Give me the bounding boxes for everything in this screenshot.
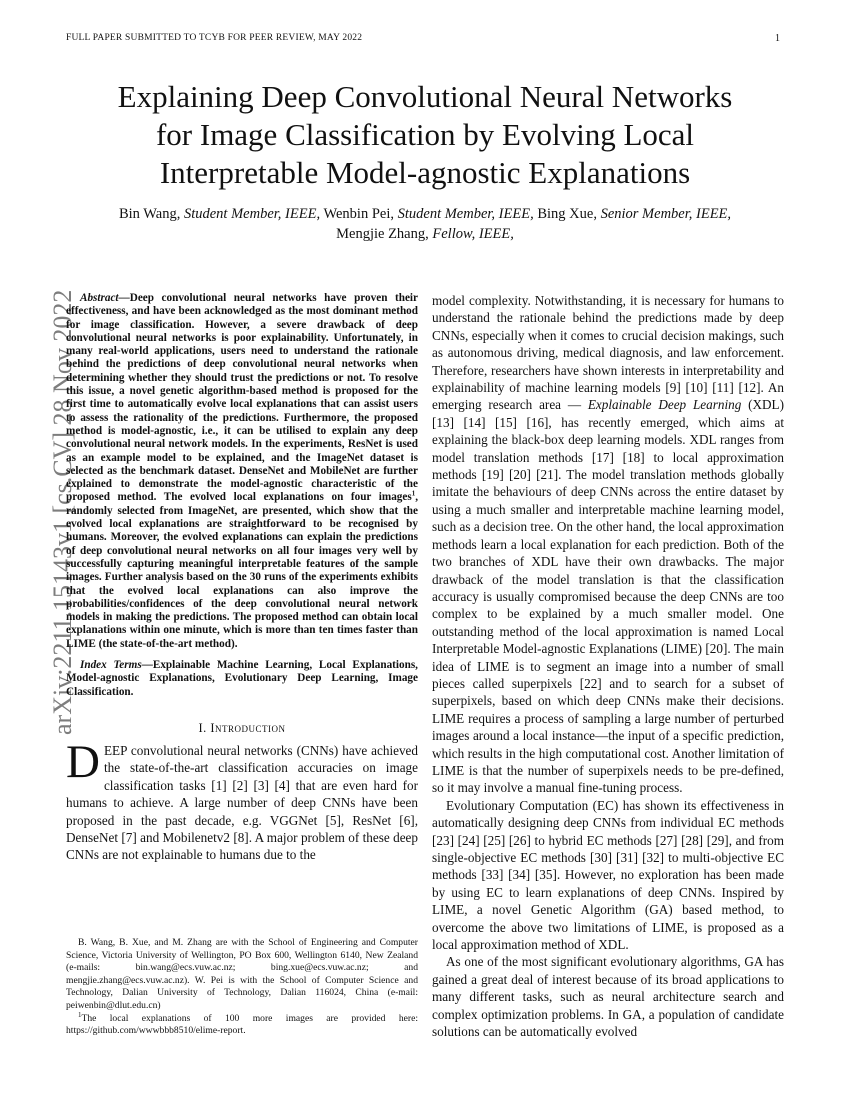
index-terms-text: —Explainable Machine Learning, Local Explanations, Model-agnostic Explanations, Evolutionary Deep Learning, Image Classification. (66, 659, 418, 698)
author-role: Student Member, IEEE, (397, 206, 534, 222)
dropcap-letter: D (66, 735, 100, 788)
left-column (66, 292, 418, 864)
index-terms (66, 659, 418, 699)
paragraph-text: model complexity. Notwithstanding, it is necessary for humans to understand the rationale behind the predictions made by deep CNNs, especially when it comes to crucial decision makings, such as autonomous driving, medical diagnosis, and law enforcement. Therefore, researchers have shown interests in interpretability and explainability of machine learning models [9] [10] [11] [12]. An emerging research area — (432, 293, 784, 413)
paragraph-text: EEP convolutional neural networks (CNNs) have achieved the state-of-the-art classification accuracies on image classification tasks [1] [2] [3] [4] that are even hard for humans to achieve. A large number of deep CNNs have been proposed in the past decade, e.g. VGGNet [5], ResNet [6], DenseNet [7] and Mobilenetv2 [8]. A major problem of these deep CNNs are not explainable to humans due to the (66, 742, 418, 863)
paragraph: As one of the most significant evolutionary algorithms, GA has gained a great deal of interest because of its broad applications to many different tasks, such as neural architecture search and complex optimization problems. In GA, a population of candidate solutions can be automatically evolved (432, 954, 784, 1040)
section-title: Introduction (210, 720, 286, 735)
arxiv-stamp[interactable]: arXiv:2211.15143v1 [cs.CV] 28 Nov 2022 (48, 289, 77, 735)
title-line: Interpretable Model-agnostic Explanations (159, 155, 691, 190)
paper-title (70, 78, 780, 192)
page-number: 1 (775, 33, 780, 44)
affiliation-footnote: B. Wang, B. Xue, and M. Zhang are with the School of Engineering and Computer Science, Victoria University of Wellington, PO Box 600, Wellington 6140, New Zealand (e-mails: bin.wang@ecs.vuw.ac.nz; bing.xue@ecs.vuw.ac.nz; and mengjie.zhang@ecs.vuw.ac.nz). W. Pei is with the School of Computer Science and Technology, Dalian University of Technology, Dalian 116024, China (e-mail: peiwenbin@dlut.edu.cn) (66, 937, 418, 1011)
footnote-mark[interactable]: 1 (411, 489, 416, 498)
footnotes (66, 937, 418, 1038)
paragraph (66, 735, 418, 864)
author-name: Mengjie Zhang, (336, 226, 429, 242)
intro-body (66, 735, 418, 864)
author-name: Bin Wang, (118, 206, 181, 222)
abstract (66, 292, 418, 651)
running-head: FULL PAPER SUBMITTED TO TCYB FOR PEER REVIEW, MAY 2022 (66, 33, 363, 43)
abstract-label: Abstract (80, 292, 119, 304)
paragraph: Evolutionary Computation (EC) has shown its effectiveness in automatically designing deep CNNs from individual EC methods [23] [24] [25] [26] to hybrid EC methods [27] [28] [29], and from single-objective EC methods [30] [31] [32] to multi-objective EC methods [33] [34] [35]. However, no exploration has been made by using EC to learn explanations of deep CNNs. Inspired by LIME, a novel Genetic Algorithm (GA) based method, to overcome the above two limitations of LIME, is proposed as a local approximation method of XDL. (432, 797, 784, 953)
title-line: for Image Classification by Evolving Local (155, 117, 695, 152)
intro-body-continued (432, 292, 784, 1040)
author-list (70, 204, 780, 244)
author-role: Student Member, IEEE, (183, 206, 321, 222)
section-heading (66, 721, 418, 736)
section-number: I. (198, 720, 211, 735)
right-column (432, 292, 784, 1040)
footnote-1 (66, 1010, 418, 1038)
title-line: Explaining Deep Convolutional Neural Networks (117, 79, 733, 114)
emphasis-term: Explainable Deep Learning (587, 397, 742, 413)
footnote-1-text: The local explanations of 100 more images are provided here: https://github.com/wwwbbb8510/elime-report. (66, 1012, 418, 1037)
author-name: Bing Xue, (537, 206, 597, 222)
abstract-text: —Deep convolutional neural networks have proven their effectiveness, and have been acknowledged as the most dominant method for image classification. However, a severe drawback of deep convolutional neural networks is poor explainability. Unfortunately, in many real-world applications, users need to understand the rationale behind the predictions of deep convolutional neural networks when determining whether they should trust the predictions or not. To resolve this issue, a novel genetic algorithm-based method is proposed for the first time to automatically evolve local explanations that can assist users to assess the rationality of the predictions. Furthermore, the proposed method is model-agnostic, i.e., it can be utilised to explain any deep convolutional neural network models. In the experiments, ResNet is used as an example model to be explained, and the ImageNet dataset is selected as the benchmark dataset. DenseNet and MobileNet are further explained to demonstrate the model-agnostic characteristic of the proposed method. The evolved local explanations on four images (66, 292, 418, 504)
paragraph (432, 292, 784, 797)
paragraph-text: (XDL) [13] [14] [15] [16], has recently emerged, which aims at explaining the black-box deep learning models. XDL ranges from model translation methods [17] [18] to local approximation methods [19] [20] [21]. The model translation methods globally imitate the behaviours of deep CNNs across the entire dataset by using a much smaller and interpretable machine learning model, such as a decision tree. On the other hand, the local approximation methods learn a local explanation for each prediction. Both of the two branches of XDL have their own drawbacks. The major drawback of the model translation is that the classification accuracy is usually compromised because the deep CNNs are too complex to be explained by a much smaller model. One outstanding method of the local approximation is named Local Interpretable Model-agnostic Explanations (LIME) [20]. The main idea of LIME is to segment an image into a number of small pieces called superpixels [22] and to search for a subset of superpixels, based on which deep CNNs make their decisions. LIME requires a process of sampling a large number of perturbed images around a local instance—the input of a specific prediction, which results in the high computational cost. Another limitation of LIME is that the number of superpixels needs to be pre-defined, so it may involve a manual fine-tuning process. (432, 397, 784, 796)
author-role: Fellow, IEEE, (432, 226, 514, 242)
footnote-mark: 1 (78, 1010, 82, 1019)
author-name: Wenbin Pei, (323, 206, 394, 222)
index-terms-label: Index Terms (80, 659, 142, 672)
abstract-text-continued: , randomly selected from ImageNet, are presented, which show that the evolved local explanations are straightforward to be recognised by humans. Moreover, the evolved explanations can explain the predictions of deep convolutional neural networks on all four images very well by successfully capturing meaningful interpretable features of the sample images. Further analysis based on the 30 runs of the experiments exhibits that the evolved local explanations can also improve the probabilities/confidences of the deep convolutional neural network models in making the predictions. The proposed method can obtain local explanations within one minute, which is more than ten times faster than LIME (the state-of-the-art method). (66, 491, 418, 650)
author-role: Senior Member, IEEE, (600, 206, 732, 222)
